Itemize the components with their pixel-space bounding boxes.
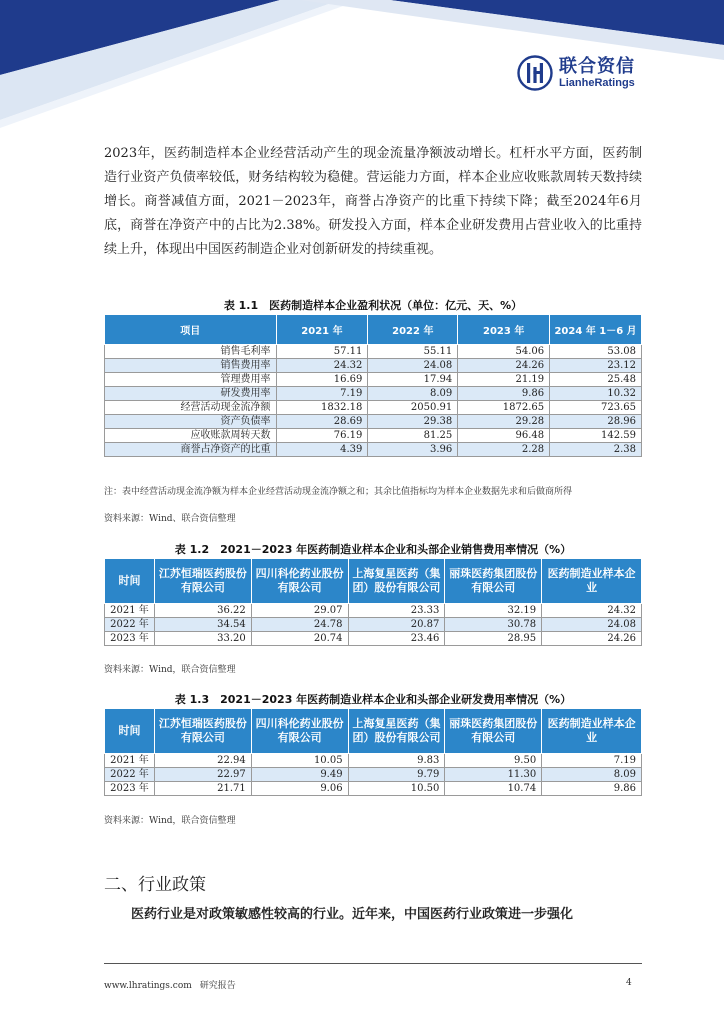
table1-header-cell: 2023 年 [458,315,550,345]
table1-cell: 23.12 [550,359,642,373]
table2-row [105,632,642,646]
table2-cell: 20.87 [348,618,445,632]
table2-source: 资料来源：Wind，联合资信整理 [104,665,236,675]
table1-cell: 3.96 [368,443,458,457]
table1-cell: 16.69 [276,373,368,387]
table1-cell: 81.25 [368,429,458,443]
table1-row-label: 销售费用率 [105,359,277,373]
table3-row-label: 2023 年 [105,782,155,796]
table3-header-cell: 时间 [105,709,155,754]
table1-cell: 25.48 [550,373,642,387]
lianhe-logo-icon [517,55,553,91]
table3-cell: 10.74 [445,782,542,796]
table2-row [105,618,642,632]
table3-cell: 9.86 [542,782,642,796]
table1-row-label: 经营活动现金流净额 [105,401,277,415]
table1-cell: 7.19 [276,387,368,401]
table2-cell: 23.33 [348,604,445,618]
table1-cell: 10.32 [550,387,642,401]
table2-header-cell: 四川科伦药业股份有限公司 [251,559,348,604]
table1-cell: 24.08 [368,359,458,373]
table3-cell: 22.97 [154,768,251,782]
table2-cell: 24.08 [542,618,642,632]
table3-header-cell: 丽珠医药集团股份有限公司 [445,709,542,754]
table2-header-cell: 丽珠医药集团股份有限公司 [445,559,542,604]
table2-cell: 36.22 [154,604,251,618]
table3-row [105,754,642,768]
table2-header-cell: 时间 [105,559,155,604]
table1-header-cell: 2022 年 [368,315,458,345]
table2-header-row [105,559,642,604]
table3-cell: 9.83 [348,754,445,768]
table3-cell: 9.79 [348,768,445,782]
table2-cell: 24.78 [251,618,348,632]
table3-source: 资料来源：Wind，联合资信整理 [104,816,236,826]
table2-cell: 28.95 [445,632,542,646]
table3-cell: 7.19 [542,754,642,768]
table2-cell: 24.32 [542,604,642,618]
table2-row-label: 2023 年 [105,632,155,646]
table3-cell: 10.50 [348,782,445,796]
table2-cell: 20.74 [251,632,348,646]
table3-cell: 9.50 [445,754,542,768]
table1-cell: 57.11 [276,345,368,359]
table1-row [105,345,642,359]
table1-cell: 142.59 [550,429,642,443]
table3-header-cell: 江苏恒瑞医药股份有限公司 [154,709,251,754]
table1-cell: 9.86 [458,387,550,401]
table2-header-cell: 江苏恒瑞医药股份有限公司 [154,559,251,604]
table1-row-label: 研发费用率 [105,387,277,401]
table1-row [105,373,642,387]
table3-cell: 9.06 [251,782,348,796]
table2-sales-expense [104,558,642,646]
table3-row-label: 2022 年 [105,768,155,782]
table1-row-label: 销售毛利率 [105,345,277,359]
table1-profitability [104,314,642,457]
table1-source: 资料来源：Wind、联合资信整理 [104,514,236,524]
table2-cell: 34.54 [154,618,251,632]
table2-row-label: 2021 年 [105,604,155,618]
table1-caption: 表 1.1 医药制造样本企业盈利状况（单位：亿元、天、%） [223,299,523,312]
footer-label: 研究报告 [199,981,236,991]
table1-cell: 2.28 [458,443,550,457]
table1-cell: 29.28 [458,415,550,429]
footer-url-link[interactable]: www.lhratings.com [104,981,192,991]
table1-cell: 76.19 [276,429,368,443]
table3-row [105,768,642,782]
table3-caption: 表 1.3 2021－2023 年医药制造业样本企业和头部企业研发费用率情况（%） [174,693,572,706]
table1-header-cell: 项目 [105,315,277,345]
table2-caption: 表 1.2 2021－2023 年医药制造业样本企业和头部企业销售费用率情况（%） [174,543,572,556]
table3-cell: 22.94 [154,754,251,768]
table1-cell: 96.48 [458,429,550,443]
table2-header-cell: 上海复星医药（集团）股份有限公司 [348,559,445,604]
table1-cell: 1832.18 [276,401,368,415]
table1-cell: 28.69 [276,415,368,429]
table1-cell: 54.06 [458,345,550,359]
table1-cell: 2.38 [550,443,642,457]
body-paragraph-1: 2023年，医药制造样本企业经营活动产生的现金流量净额波动增长。杠杆水平方面，医药制造行业资产负债率较低，财务结构较为稳健。营运能力方面，样本企业应收账款周转天数持续增长。商誉减值方面，2021－2023年，商誉占净资产的比重下持续下降；截至2024年6月底，商誉在净资产中的占比为2.38%。研发投入方面，样本企业研发费用占营业收入的比重持续上升，体现出中国医药制造企业对创新研发的持续重视。 [104,146,642,257]
table1-cell: 4.39 [276,443,368,457]
table2-cell: 32.19 [445,604,542,618]
table2-cell: 23.46 [348,632,445,646]
table2-cell: 24.26 [542,632,642,646]
table1-row [105,429,642,443]
table3-cell: 11.30 [445,768,542,782]
section-title-policy: 二、行业政策 [104,875,206,895]
table1-cell: 55.11 [368,345,458,359]
table1-row-label: 应收账款周转天数 [105,429,277,443]
table1-cell: 8.09 [368,387,458,401]
table2-cell: 29.07 [251,604,348,618]
table1-row-label: 管理费用率 [105,373,277,387]
table1-row [105,443,642,457]
table3-cell: 10.05 [251,754,348,768]
table3-rnd-expense [104,708,642,796]
table1-cell: 28.96 [550,415,642,429]
table2-cell: 30.78 [445,618,542,632]
table1-row [105,401,642,415]
table1-cell: 1872.65 [458,401,550,415]
table1-cell: 29.38 [368,415,458,429]
table1-row-label: 商誉占净资产的比重 [105,443,277,457]
brand-name-cn: 联合资信 [559,55,635,77]
table2-row-label: 2022 年 [105,618,155,632]
table3-header-cell: 四川科伦药业股份有限公司 [251,709,348,754]
table3-row [105,782,642,796]
table1-row [105,359,642,373]
table1-header-cell: 2024 年 1－6 月 [550,315,642,345]
brand-name-en: LianheRatings [559,76,635,89]
table1-cell: 21.19 [458,373,550,387]
table1-cell: 53.08 [550,345,642,359]
table1-cell: 723.65 [550,401,642,415]
table1-row [105,415,642,429]
table1-cell: 17.94 [368,373,458,387]
table1-header-cell: 2021 年 [276,315,368,345]
table2-row [105,604,642,618]
table3-header-cell: 上海复星医药（集团）股份有限公司 [348,709,445,754]
table3-cell: 8.09 [542,768,642,782]
table3-header-row [105,709,642,754]
table1-cell: 24.26 [458,359,550,373]
table2-header-cell: 医药制造业样本企业 [542,559,642,604]
brand-logo [517,55,635,91]
table1-row-label: 资产负债率 [105,415,277,429]
table3-cell: 21.71 [154,782,251,796]
table1-note: 注：表中经营活动现金流净额为样本企业经营活动现金流净额之和；其余比值指标均为样本企业数据先求和后做商所得 [104,487,573,497]
page-number: 4 [626,978,632,988]
table2-cell: 33.20 [154,632,251,646]
table3-row-label: 2021 年 [105,754,155,768]
table1-cell: 24.32 [276,359,368,373]
table3-cell: 9.49 [251,768,348,782]
body-paragraph-2: 医药行业是对政策敏感性较高的行业。近年来，中国医药行业政策进一步强化 [131,907,574,922]
footer-divider [104,963,642,964]
footer-left [104,978,244,991]
table1-cell: 2050.91 [368,401,458,415]
table1-header-row [105,315,642,345]
table1-row [105,387,642,401]
table3-header-cell: 医药制造业样本企业 [542,709,642,754]
